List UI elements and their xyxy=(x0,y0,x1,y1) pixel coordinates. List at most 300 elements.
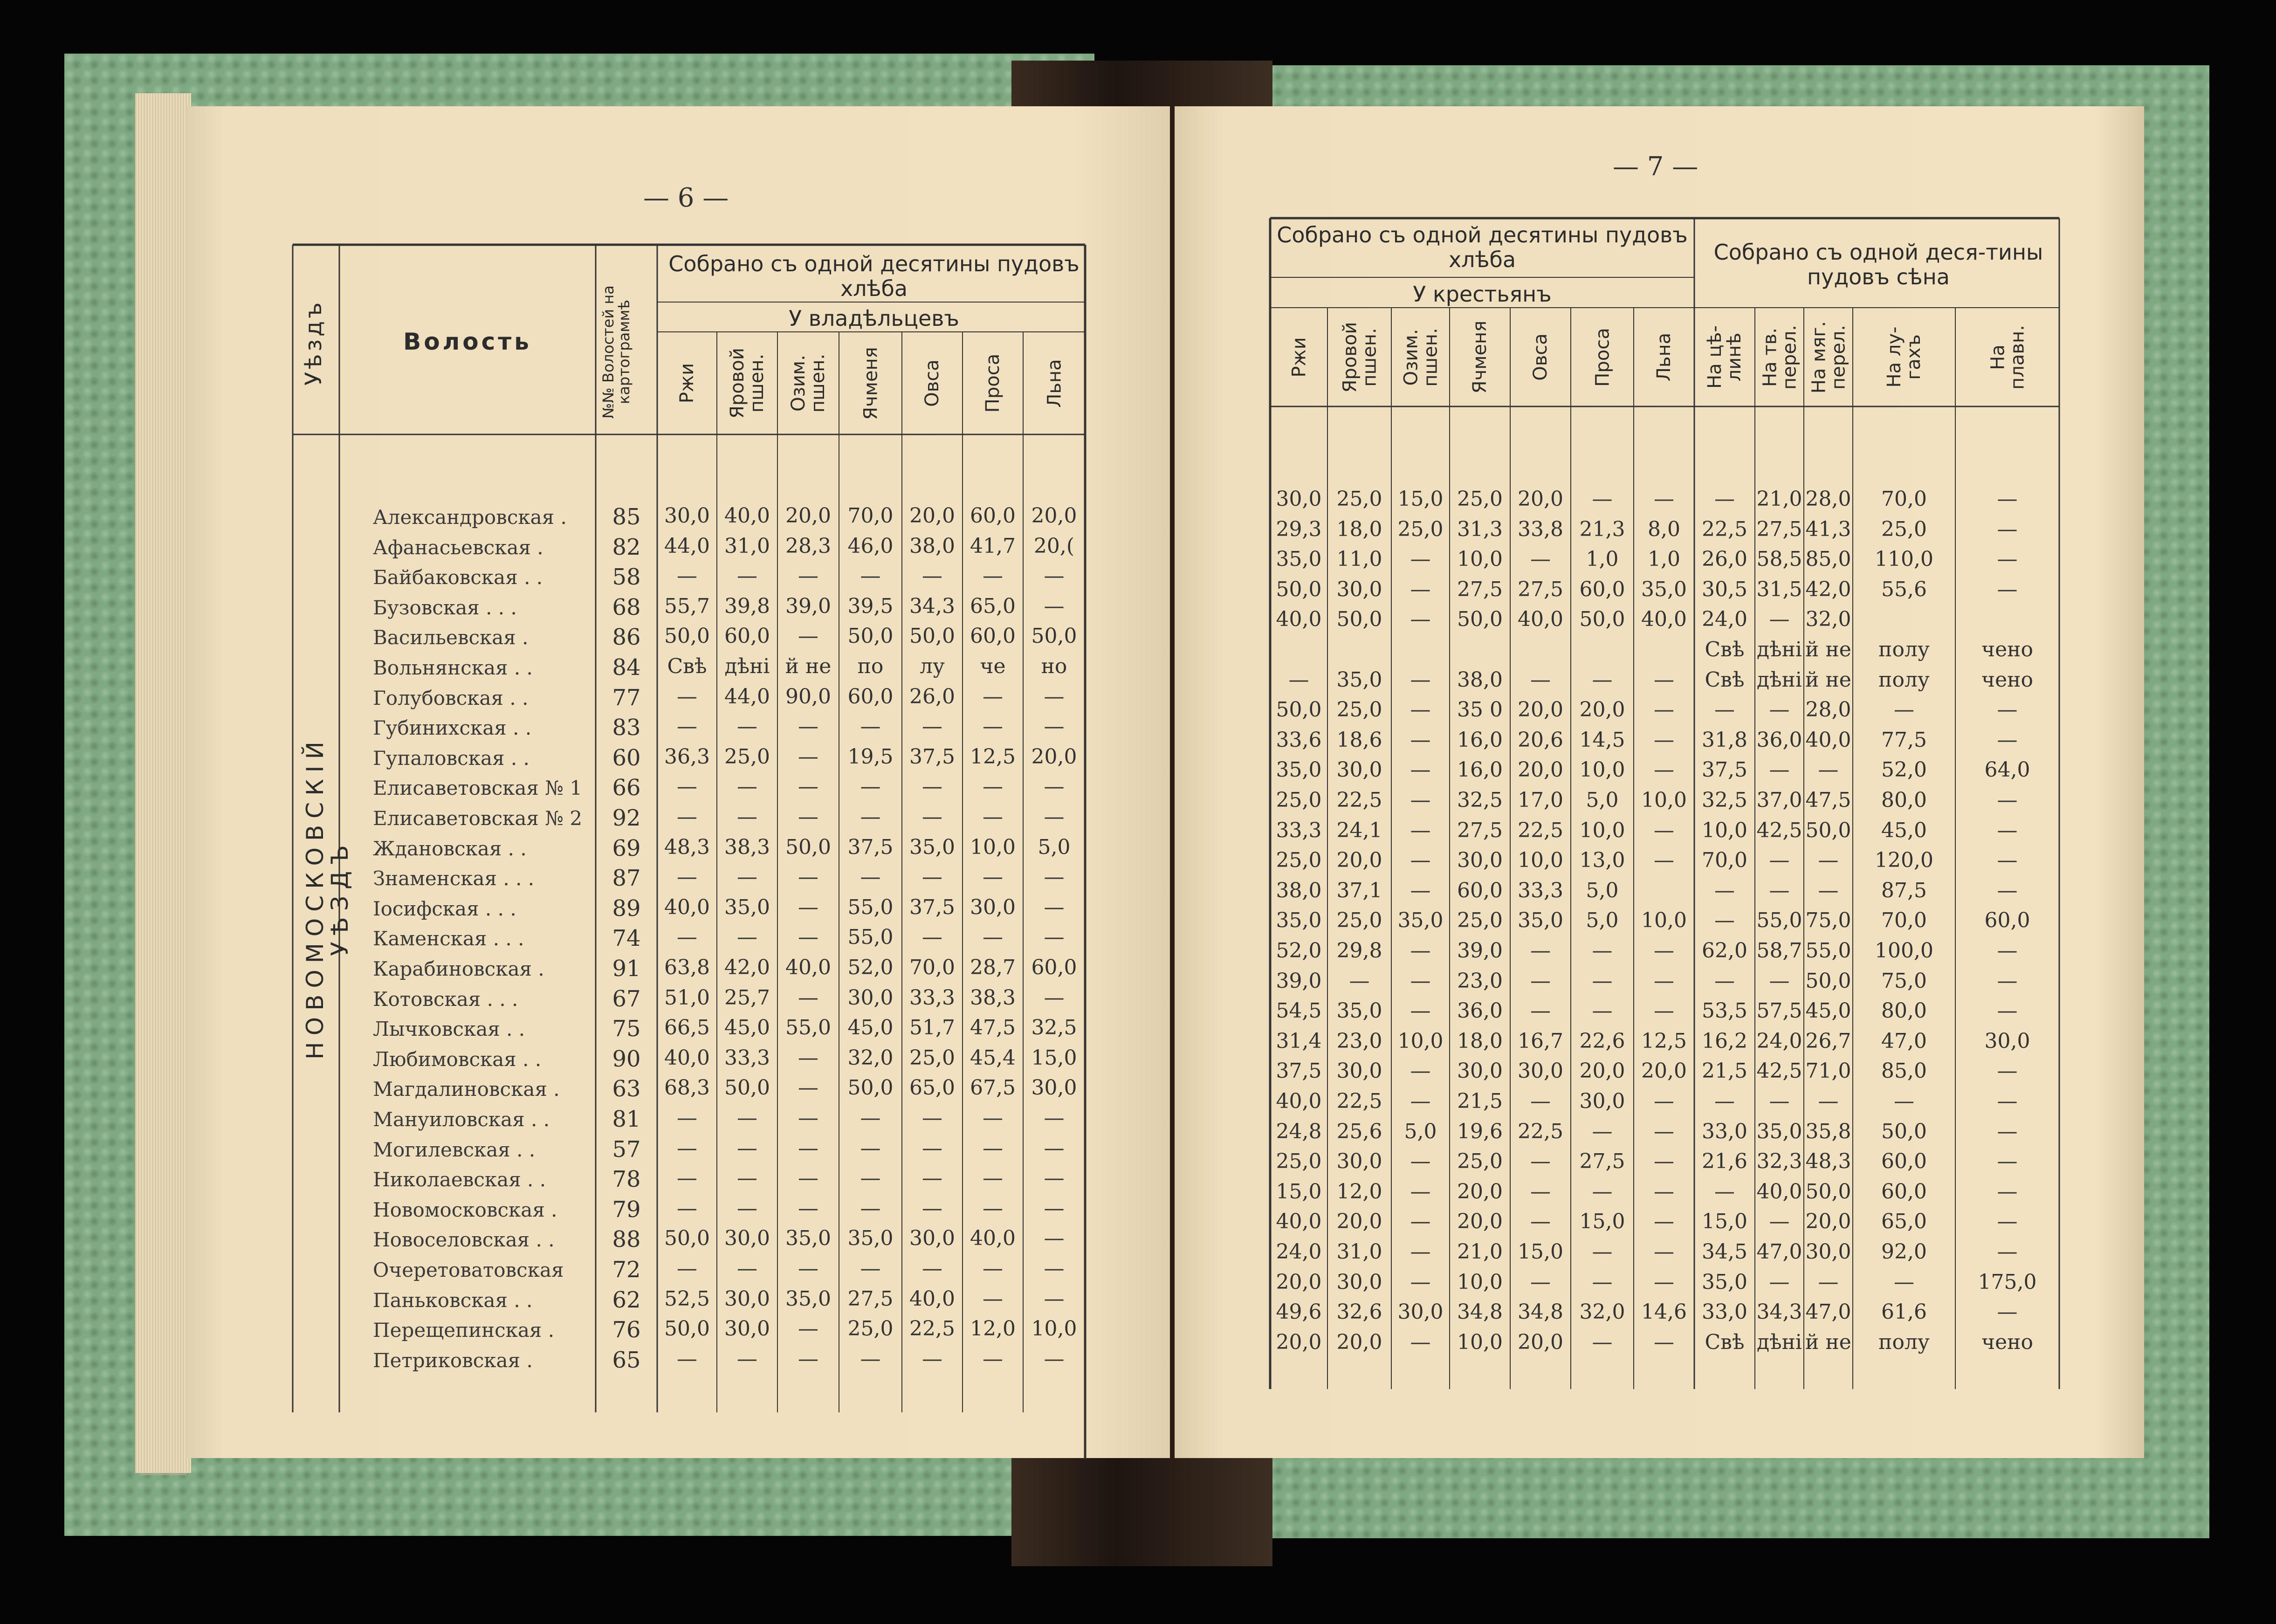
yield-cell: 12,5 xyxy=(970,744,1016,769)
yield-cell: 20,0 xyxy=(1805,1210,1851,1234)
yield-cell: 26,7 xyxy=(1805,1029,1851,1053)
yield-cell: 50,0 xyxy=(909,624,955,648)
yield-cell: — xyxy=(983,1196,1003,1220)
yield-cell: — xyxy=(1410,878,1431,902)
yield-cell: — xyxy=(1044,805,1065,829)
yield-cell: — xyxy=(1997,1210,2018,1234)
yield-cell: 90,0 xyxy=(785,684,831,709)
yield-cell: 13,0 xyxy=(1579,848,1625,873)
yield-cell: дѣні xyxy=(724,654,770,678)
yield-cell: — xyxy=(1592,1330,1613,1354)
yield-cell: 70,0 xyxy=(1881,908,1927,933)
yield-cell: — xyxy=(1997,1240,2018,1264)
yield-cell: 47,0 xyxy=(1881,1029,1927,1053)
yield-cell: 47,5 xyxy=(1805,788,1851,812)
volost-map-number: 63 xyxy=(612,1076,641,1102)
yield-cell: 36,3 xyxy=(664,744,710,769)
yield-cell: — xyxy=(1654,1210,1674,1234)
yield-cell: 27,5 xyxy=(1756,517,1802,541)
yield-cell: 75,0 xyxy=(1881,969,1927,993)
yield-cell: 19,6 xyxy=(1457,1119,1503,1143)
yield-cell: 61,6 xyxy=(1881,1300,1927,1324)
yield-cell: — xyxy=(1997,999,2018,1023)
volost-name: Байбаковская . . xyxy=(373,566,543,589)
yield-cell: 29,3 xyxy=(1276,517,1322,541)
volost-name: Новоселовская . . xyxy=(373,1228,555,1252)
yield-cell: — xyxy=(1349,969,1370,993)
yield-cell: 50,0 xyxy=(1805,1179,1851,1204)
volost-name: Знаменская . . . xyxy=(373,867,535,890)
yield-cell: — xyxy=(1530,547,1551,571)
volost-name: Елисаветовская № 2 xyxy=(373,807,583,830)
uezd-name: НОВОМОСКОВСКІЙ УѢЗДЪ xyxy=(302,735,353,1060)
yield-cell: — xyxy=(860,1136,881,1160)
yield-cell: 35,0 xyxy=(1336,999,1382,1023)
yield-cell: 18,6 xyxy=(1336,728,1382,752)
yield-cell: 10,0 xyxy=(1641,788,1687,812)
yield-cell: — xyxy=(1894,1270,1914,1294)
yield-cell: — xyxy=(922,564,942,588)
yield-cell: й не xyxy=(1805,667,1851,692)
yield-cell: — xyxy=(983,1106,1003,1130)
yield-cell: — xyxy=(737,1196,757,1220)
yield-cell: — xyxy=(1592,667,1613,692)
yield-cell: 120,0 xyxy=(1875,848,1933,873)
yield-cell: 20,0 xyxy=(1518,487,1563,511)
yield-cell: 24,0 xyxy=(1276,1240,1322,1264)
yield-cell: 21,0 xyxy=(1457,1240,1503,1264)
yield-cell: — xyxy=(1530,1270,1551,1294)
yield-cell: 70,0 xyxy=(847,504,894,528)
yield-cell: 40,0 xyxy=(1756,1179,1802,1204)
yield-cell: — xyxy=(1044,1136,1065,1160)
yield-cell: 65,0 xyxy=(970,594,1016,618)
yield-cell: Свѣ xyxy=(1705,638,1745,661)
volost-name: Лычковская . . xyxy=(373,1018,525,1041)
yield-cell: — xyxy=(1592,1179,1613,1204)
yield-cell: — xyxy=(677,684,697,709)
yield-cell: — xyxy=(1592,939,1613,963)
yield-cell: 44,0 xyxy=(664,534,710,558)
yield-cell: 35,0 xyxy=(724,895,770,919)
yield-cell: 10,0 xyxy=(1579,818,1625,842)
yield-cell: — xyxy=(1410,1270,1431,1294)
yield-cell: 51,0 xyxy=(664,985,710,1010)
volost-name: Магдалиновская . xyxy=(373,1078,560,1101)
yield-cell: 33,3 xyxy=(1276,818,1322,842)
yield-cell: — xyxy=(1044,594,1065,618)
yield-cell: 22,5 xyxy=(1336,1089,1382,1113)
yield-cell: 25,7 xyxy=(724,985,770,1010)
yield-cell: 10,0 xyxy=(1702,818,1747,842)
yield-cell: 60,0 xyxy=(1881,1149,1927,1174)
yield-cell: 35,0 xyxy=(1336,667,1382,692)
yield-cell: 30,0 xyxy=(909,1226,955,1251)
yield-cell: — xyxy=(1714,487,1735,511)
yield-cell: 33,3 xyxy=(724,1046,770,1070)
yield-cell: 33,6 xyxy=(1276,728,1322,752)
yield-cell: 20,0 xyxy=(1031,504,1077,528)
yield-cell: 50,0 xyxy=(785,835,831,859)
yield-cell: 22,5 xyxy=(1336,788,1382,812)
yield-cell: — xyxy=(1530,1149,1551,1174)
yield-cell: 175,0 xyxy=(1978,1270,2037,1294)
yield-cell: 21,5 xyxy=(1457,1089,1503,1113)
yield-cell: 12,0 xyxy=(970,1317,1016,1341)
yield-cell: — xyxy=(922,1106,942,1130)
yield-cell: — xyxy=(1997,818,2018,842)
yield-cell: 60,0 xyxy=(970,504,1016,528)
yield-cell: 20,0 xyxy=(1518,758,1563,782)
yield-cell: — xyxy=(798,715,818,739)
yield-cell: — xyxy=(1410,758,1431,782)
yield-cell: 60,0 xyxy=(1881,1179,1927,1204)
yield-cell: — xyxy=(737,564,757,588)
yield-cell: 1,0 xyxy=(1586,547,1619,571)
yield-cell: 26,0 xyxy=(909,684,955,709)
volost-map-number: 82 xyxy=(612,534,641,560)
yield-cell: — xyxy=(1997,1300,2018,1324)
yield-cell: 75,0 xyxy=(1805,908,1851,933)
yield-cell: — xyxy=(1654,487,1674,511)
yield-cell: 33,3 xyxy=(1518,878,1563,902)
yield-cell: — xyxy=(1769,607,1790,632)
volost-map-number: 60 xyxy=(612,744,641,771)
yield-cell: 5,0 xyxy=(1586,878,1619,902)
yield-cell: 27,5 xyxy=(1457,818,1503,842)
yield-cell: 40,0 xyxy=(724,504,770,528)
yield-cell: — xyxy=(1410,1149,1431,1174)
yield-cell: — xyxy=(737,925,757,950)
yield-cell: 32,0 xyxy=(1579,1300,1625,1324)
yield-cell: 32,5 xyxy=(1702,788,1747,812)
yield-cell: 30,0 xyxy=(1336,758,1382,782)
yield-cell: 47,0 xyxy=(1756,1240,1802,1264)
volost-map-number: 68 xyxy=(612,594,641,620)
yield-cell: — xyxy=(922,1347,942,1371)
yield-cell: 20,0 xyxy=(785,504,831,528)
yield-cell: 21,3 xyxy=(1579,517,1625,541)
yield-cell: — xyxy=(677,1196,697,1220)
yield-cell: 52,0 xyxy=(1276,939,1322,963)
yield-cell: 57,5 xyxy=(1756,999,1802,1023)
yield-cell: — xyxy=(798,895,818,919)
yield-cell: — xyxy=(1654,758,1674,782)
yield-cell: — xyxy=(1997,1149,2018,1174)
yield-cell: че xyxy=(980,654,1006,678)
yield-cell: — xyxy=(1997,1059,2018,1083)
yield-cell: полу xyxy=(1878,667,1930,692)
yield-cell: 20,0 xyxy=(1457,1179,1503,1204)
yield-cell: по xyxy=(857,654,884,678)
yield-cell: 33,8 xyxy=(1518,517,1563,541)
yield-cell: — xyxy=(1769,969,1790,993)
yield-cell: 21,6 xyxy=(1702,1149,1747,1174)
yield-cell: й не xyxy=(1805,638,1851,661)
volost-map-number: 83 xyxy=(612,715,641,741)
yield-cell: 30,0 xyxy=(1579,1089,1625,1113)
yield-cell: — xyxy=(1654,1089,1674,1113)
yield-cell: 25,0 xyxy=(1336,698,1382,722)
yield-cell: 20,0 xyxy=(1276,1270,1322,1294)
yield-cell: 10,0 xyxy=(1457,547,1503,571)
yield-cell: — xyxy=(1769,698,1790,722)
yield-cell: дѣні xyxy=(1756,1330,1802,1354)
yield-cell: 35,0 xyxy=(785,1226,831,1251)
yield-cell: — xyxy=(1044,715,1065,739)
col-num-label: №№ Волостей на картограммѣ xyxy=(599,285,633,419)
volost-name: Очеретоватовская xyxy=(373,1259,564,1281)
yield-cell: 30,5 xyxy=(1702,577,1747,601)
volost-map-number: 76 xyxy=(612,1317,641,1343)
yield-cell: 37,5 xyxy=(909,895,955,919)
yield-cell: — xyxy=(860,1166,881,1190)
yield-cell: — xyxy=(983,775,1003,799)
yield-cell: 30,0 xyxy=(1457,1059,1503,1083)
yield-cell: 100,0 xyxy=(1875,939,1933,963)
yield-cell: — xyxy=(677,1166,697,1190)
yield-cell: 22,5 xyxy=(1518,818,1563,842)
right-col-header: Ржи xyxy=(1288,337,1310,378)
yield-cell: Свѣ xyxy=(667,654,707,678)
yield-cell: — xyxy=(798,1046,818,1070)
yield-cell: 40,0 xyxy=(664,1046,710,1070)
yield-cell: 25,0 xyxy=(1457,908,1503,933)
yield-cell: — xyxy=(737,1257,757,1280)
volost-map-number: 78 xyxy=(612,1166,641,1193)
yield-cell: 25,0 xyxy=(847,1317,894,1341)
yield-cell: 35,0 xyxy=(1397,908,1444,933)
left-col-header: Льна xyxy=(1043,358,1065,408)
yield-cell: — xyxy=(1997,698,2018,722)
yield-cell: — xyxy=(1894,698,1914,722)
yield-cell: 35,8 xyxy=(1805,1119,1851,1143)
yield-cell: — xyxy=(798,1106,818,1130)
left-col-header: Ржи xyxy=(676,363,698,404)
yield-cell: — xyxy=(1654,1240,1674,1264)
yield-cell: 35,0 xyxy=(1641,577,1687,601)
yield-cell: 50,0 xyxy=(724,1076,770,1100)
yield-cell: 8,0 xyxy=(1648,517,1680,541)
yield-cell: 52,5 xyxy=(664,1287,710,1311)
yield-cell: — xyxy=(737,1136,757,1160)
yield-cell: — xyxy=(1997,517,2018,541)
yield-cell: 25,0 xyxy=(1457,1149,1503,1174)
yield-cell: 30,0 xyxy=(1984,1029,2030,1053)
yield-cell: — xyxy=(1410,848,1431,873)
yield-cell: — xyxy=(983,1166,1003,1190)
yield-cell: — xyxy=(1410,1089,1431,1113)
volost-name: Новомосковская . xyxy=(373,1198,557,1221)
yield-cell: 45,4 xyxy=(970,1046,1016,1070)
yield-cell: — xyxy=(798,865,818,889)
yield-cell: 15,0 xyxy=(1397,487,1444,511)
yield-cell: — xyxy=(1410,1330,1431,1354)
yield-cell: 35,0 xyxy=(1518,908,1563,933)
yield-cell: 47,0 xyxy=(1805,1300,1851,1324)
yield-cell: — xyxy=(860,775,881,799)
yield-cell: 50,0 xyxy=(1031,624,1077,648)
yield-cell: 37,5 xyxy=(1276,1059,1322,1083)
yield-cell: — xyxy=(1769,848,1790,873)
yield-cell: 55,0 xyxy=(847,895,894,919)
yield-cell: — xyxy=(1530,667,1551,692)
yield-cell: 47,5 xyxy=(970,1016,1016,1040)
yield-cell: 15,0 xyxy=(1702,1210,1747,1234)
yield-cell: — xyxy=(1997,577,2018,601)
yield-cell: 38,0 xyxy=(1457,667,1503,692)
yield-cell: дѣні xyxy=(1756,638,1802,661)
yield-cell: — xyxy=(1410,1059,1431,1083)
yield-cell: — xyxy=(798,1257,818,1280)
yield-cell: — xyxy=(1410,999,1431,1023)
yield-cell: — xyxy=(1654,1119,1674,1143)
volost-map-number: 79 xyxy=(612,1196,641,1223)
yield-cell: 25,0 xyxy=(1397,517,1444,541)
yield-cell: 37,0 xyxy=(1756,788,1802,812)
yield-cell: — xyxy=(737,1106,757,1130)
yield-cell: 31,8 xyxy=(1702,728,1747,752)
yield-cell: лу xyxy=(920,654,945,678)
yield-cell: 50,0 xyxy=(1276,577,1322,601)
yield-cell: 67,5 xyxy=(970,1076,1016,1100)
yield-cell: — xyxy=(1592,1270,1613,1294)
yield-cell: 24,0 xyxy=(1702,607,1747,632)
yield-cell: 24,0 xyxy=(1756,1029,1802,1053)
yield-cell: 63,8 xyxy=(664,956,710,979)
yield-cell: — xyxy=(1044,895,1065,919)
yield-cell: 35,0 xyxy=(1756,1119,1802,1143)
yield-cell: 35,0 xyxy=(1276,758,1322,782)
yield-cell: 37,5 xyxy=(1702,758,1747,782)
volost-map-number: 87 xyxy=(612,865,641,892)
yield-cell: 40,0 xyxy=(1805,728,1851,752)
left-header-main: Собрано съ одной десятины пудовъ хлѣба xyxy=(668,251,1080,301)
yield-cell: полу xyxy=(1878,638,1930,661)
yield-cell: — xyxy=(1997,878,2018,902)
yield-cell: 35 0 xyxy=(1457,698,1503,722)
volost-map-number: 66 xyxy=(612,775,641,801)
yield-cell: — xyxy=(983,715,1003,739)
yield-cell: — xyxy=(798,1196,818,1220)
yield-cell: дѣні xyxy=(1756,667,1802,692)
yield-cell: — xyxy=(1769,878,1790,902)
yield-cell: 54,5 xyxy=(1276,999,1322,1023)
yield-cell: — xyxy=(1769,1270,1790,1294)
yield-cell: 10,0 xyxy=(970,835,1016,859)
yield-cell: 17,0 xyxy=(1518,788,1563,812)
yield-cell: — xyxy=(1592,1240,1613,1264)
yield-cell: 60,0 xyxy=(847,684,894,709)
yield-cell: — xyxy=(1410,1240,1431,1264)
left-page-number: — 6 — xyxy=(643,183,729,213)
yield-cell: 35,0 xyxy=(847,1226,894,1251)
volost-map-number: 84 xyxy=(612,654,641,681)
yield-cell: — xyxy=(1654,1149,1674,1174)
yield-cell: 55,7 xyxy=(664,594,710,618)
volost-name: Николаевская . . xyxy=(373,1168,546,1191)
yield-cell: 21,5 xyxy=(1702,1059,1747,1083)
yield-cell: 20,0 xyxy=(1031,744,1077,769)
yield-cell: 33,3 xyxy=(909,985,955,1010)
volost-map-number: 86 xyxy=(612,624,641,651)
yield-cell: 25,0 xyxy=(1276,848,1322,873)
yield-cell: — xyxy=(1997,848,2018,873)
right-col-header: Озим. пшен. xyxy=(1400,327,1441,387)
yield-cell: 44,0 xyxy=(724,684,770,709)
yield-cell: чено xyxy=(1981,667,2033,692)
yield-cell: — xyxy=(798,805,818,829)
yield-cell: 55,0 xyxy=(785,1016,831,1040)
yield-cell: 60,0 xyxy=(1984,908,2030,933)
right-col-header: На цѣ-линѣ xyxy=(1704,325,1745,389)
yield-cell: 37,5 xyxy=(847,835,894,859)
yield-cell: 66,5 xyxy=(664,1016,710,1040)
left-col-header: Проса xyxy=(982,353,1004,413)
yield-cell: 50,0 xyxy=(664,624,710,648)
yield-cell: — xyxy=(1714,878,1735,902)
volost-name: Карабиновская . xyxy=(373,957,544,980)
yield-cell: 85,0 xyxy=(1805,547,1851,571)
yield-cell: 50,0 xyxy=(1336,607,1382,632)
volost-name: Котовская . . . xyxy=(373,987,518,1011)
yield-cell: — xyxy=(1410,667,1431,692)
yield-cell: — xyxy=(983,1136,1003,1160)
yield-cell: — xyxy=(1044,1166,1065,1190)
yield-cell: — xyxy=(677,1347,697,1371)
yield-cell: 20,0 xyxy=(909,504,955,528)
yield-cell: 45,0 xyxy=(847,1016,894,1040)
yield-cell: — xyxy=(1818,758,1839,782)
left-col-header: Яровой пшен. xyxy=(727,348,768,419)
right-col-header: На тв. перел. xyxy=(1759,324,1800,390)
yield-cell: — xyxy=(1769,1210,1790,1234)
yield-cell: 31,0 xyxy=(724,534,770,558)
yield-cell: — xyxy=(1997,487,2018,511)
yield-cell: — xyxy=(677,805,697,829)
yield-cell: 42,5 xyxy=(1756,818,1802,842)
yield-cell: 41,3 xyxy=(1805,517,1851,541)
yield-cell: — xyxy=(1769,758,1790,782)
yield-cell: — xyxy=(677,1136,697,1160)
yield-cell: — xyxy=(737,1166,757,1190)
yield-cell: 15,0 xyxy=(1031,1046,1077,1070)
yield-cell: 25,6 xyxy=(1336,1119,1382,1143)
yield-cell: 20,6 xyxy=(1518,728,1563,752)
right-col-header: На лу-гахъ xyxy=(1884,326,1925,388)
right-page-number: — 7 — xyxy=(1613,151,1698,182)
yield-cell: 25,0 xyxy=(909,1046,955,1070)
volost-name: Паньковская . . xyxy=(373,1288,533,1312)
volost-name: Іосифская . . . xyxy=(373,897,516,920)
yield-cell: 16,0 xyxy=(1457,758,1503,782)
yield-cell: 50,0 xyxy=(1579,607,1625,632)
yield-cell: — xyxy=(1997,547,2018,571)
yield-cell: 50,0 xyxy=(1276,698,1322,722)
yield-cell: 60,0 xyxy=(1579,577,1625,601)
yield-cell: — xyxy=(798,1166,818,1190)
yield-cell: — xyxy=(677,564,697,588)
yield-cell: 85,0 xyxy=(1881,1059,1927,1083)
yield-cell: — xyxy=(1714,1089,1735,1113)
right-col-header: На мяг. перел. xyxy=(1808,321,1849,393)
volost-map-number: 75 xyxy=(612,1016,641,1042)
yield-cell: 80,0 xyxy=(1881,999,1927,1023)
yield-cell: — xyxy=(737,805,757,829)
yield-cell: 40,0 xyxy=(1276,1089,1322,1113)
yield-cell: 39,0 xyxy=(785,594,831,618)
yield-cell: 68,3 xyxy=(664,1076,710,1100)
